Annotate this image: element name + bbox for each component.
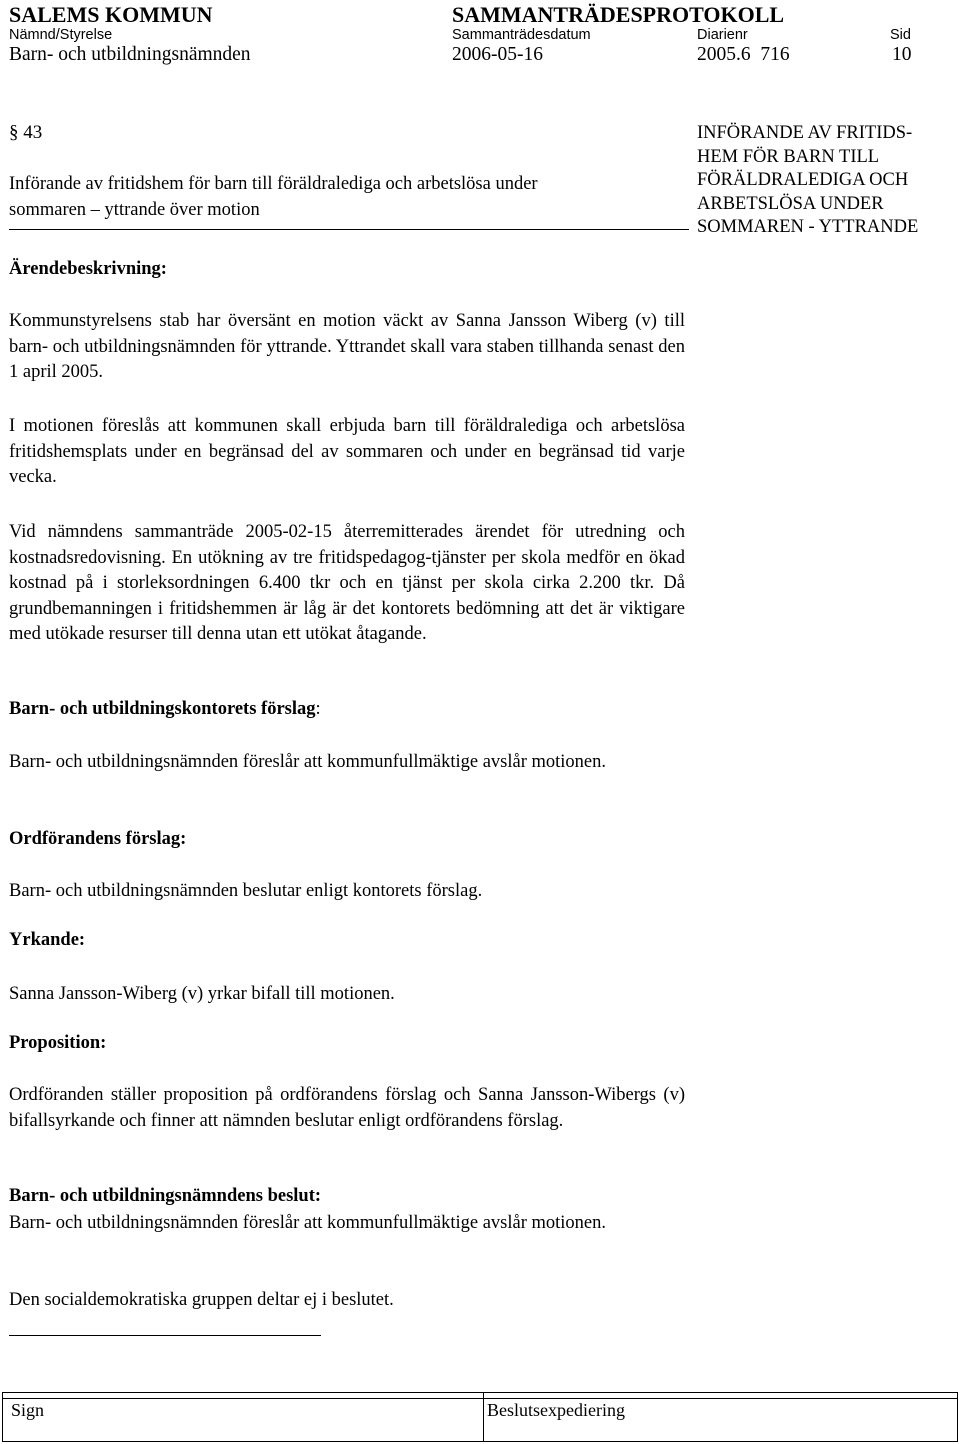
footer-divider (483, 1392, 484, 1442)
section-number: § 43 (9, 122, 43, 143)
label-board: Nämnd/Styrelse (9, 27, 113, 43)
footer-dispatch-label: Beslutsexpediering (487, 1400, 625, 1420)
margin-heading (697, 122, 918, 240)
margin-heading-line: SOMMAREN - YTTRANDE (697, 217, 919, 237)
footer-sign-label: Sign (11, 1400, 45, 1420)
item-title-line-1: Införande av fritidshem för barn till föräldralediga och arbetslösa under (9, 174, 538, 194)
footer-inner-rule (2, 1398, 958, 1399)
heading-board-decision: Barn- och utbildningsnämndens beslut: (9, 1186, 322, 1206)
registration-number: 2005.6 716 (697, 44, 790, 65)
label-registration-number: Diarienr (697, 27, 748, 43)
margin-heading-line: FÖRÄLDRALEDIGA OCH (697, 170, 909, 190)
document-type: SAMMANTRÄDESPROTOKOLL (452, 2, 785, 27)
heading-office-proposal-colon: : (315, 699, 321, 719)
closing-rule (9, 1335, 321, 1336)
margin-heading-line: INFÖRANDE AV FRITIDS- (697, 123, 913, 143)
title-underline (9, 229, 689, 230)
margin-heading-line: ARBETSLÖSA UNDER (697, 193, 884, 214)
label-meeting-date: Sammanträdesdatum (452, 27, 591, 43)
label-page: Sid (890, 27, 911, 43)
heading-case-description: Ärendebeskrivning: (9, 259, 167, 279)
heading-proposition: Proposition: (9, 1033, 107, 1053)
paragraph-proposition: Ordföranden ställer proposition på ordförandens förslag och Sanna Jansson-Wibergs (v) bifallsyrkande och finner att nämnden beslutar enligt ordförandens förslag. (9, 1085, 685, 1131)
heading-office-proposal (9, 699, 321, 720)
margin-heading-line: HEM FÖR BARN TILL (697, 146, 880, 167)
footer-signature-box (2, 1392, 958, 1442)
heading-motion-claim: Yrkande: (9, 930, 86, 950)
paragraph-reservation: Den socialdemokratiska gruppen deltar ej i beslutet. (9, 1290, 394, 1310)
municipality-name: SALEMS KOMMUN (9, 2, 213, 27)
paragraph-chair-proposal: Barn- och utbildningsnämnden beslutar enligt kontorets förslag. (9, 881, 483, 901)
paragraph-office-proposal: Barn- och utbildningsnämnden föreslår att kommunfullmäktige avslår motionen. (9, 752, 607, 772)
paragraph-board-decision: Barn- och utbildningsnämnden föreslår att kommunfullmäktige avslår motionen. (9, 1213, 607, 1233)
heading-chair-proposal: Ordförandens förslag: (9, 829, 187, 849)
paragraph-motion-claim: Sanna Jansson-Wiberg (v) yrkar bifall till motionen. (9, 984, 395, 1004)
paragraph-motion-summary: I motionen föreslås att kommunen skall erbjuda barn till föräldralediga och arbetslösa fritidshemsplats under en begränsad del av sommaren och under en begränsad tid varje vecka. (9, 416, 685, 488)
heading-office-proposal-text: Barn- och utbildningskontorets förslag (9, 699, 316, 719)
paragraph-investigation: Vid nämndens sammanträde 2005-02-15 återremitterades ärendet för utredning och kostnadsredovisning. En utökning av tre fritidspedagog-tjänster per skola medför en ökad kostnad på i storleksordningen 6.400 tkr och en tjänst per skola cirka 2.200 tkr. Då grundbemanningen i fritidshemmen är låg är det kontorets bedömning att det är viktigare med utökade resurser till denna utan ett utökat åtagande. (9, 522, 685, 645)
board-name: Barn- och utbildningsnämnden (9, 44, 251, 65)
page-number: 10 (892, 44, 912, 65)
meeting-date: 2006-05-16 (452, 44, 543, 65)
item-title-line-2: sommaren – yttrande över motion (9, 200, 260, 220)
paragraph-background: Kommunstyrelsens stab har översänt en motion väckt av Sanna Jansson Wiberg (v) till barn- och utbildningsnämnden för yttrande. Yttrandet skall vara staben tillhanda senast den 1 april 2005. (9, 311, 685, 383)
